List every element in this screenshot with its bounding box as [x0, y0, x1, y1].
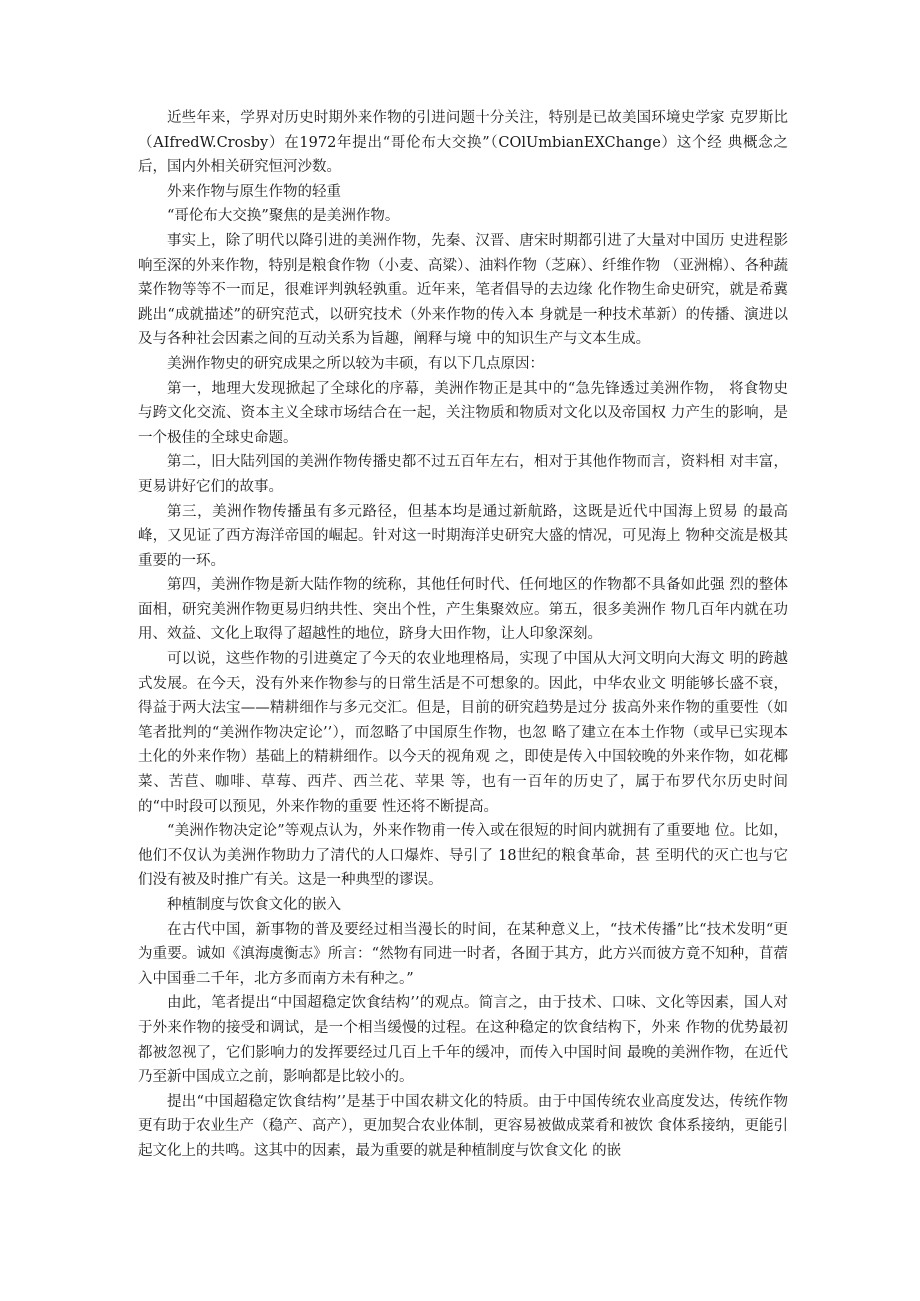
section-heading-1: 外来作物与原生作物的轻重 [167, 183, 341, 200]
paragraph: 第二，旧大陆列国的美洲作物传播史都不过五百年左右，相对于其他作物而言，资料相 对丰富，更易讲好它们的故事。 [138, 454, 788, 495]
paragraph: 可以说，这些作物的引进奠定了今天的农业地理格局，实现了中国从大河文明向大海文 明的跨越式发展。在今天，没有外来作物参与的日常生活是不可想象的。因此，中华农业文 明能够长盛不衰，得益于两大法宝——精耕细作与多元交汇。但是，目前的研究趋势是过分 拔高外来作物的重要性（如笔者批判的“美洲作物决定论’’），而忽略了中国原生作物，也忽 略了建立在本土作物（或早已实现本土化的外来作物）基础上的精耕细作。以今天的视角观 之，即使是传入中国较晚的外来作物，如花椰菜、苦苣、咖啡、草莓、西芹、西兰花、苹果 等，也有一百年的历史了，属于布罗代尔历史时间的“中时段可以预见，外来作物的重要 性还将不断提高。 [138, 651, 788, 815]
paragraph: 由此，笔者提出“中国超稳定饮食结构’’的观点。简言之，由于技术、口味、文化等因素，国人对于外来作物的接受和调试，是一个相当缓慢的过程。在这种稳定的饮食结构下，外来 作物的优势最初都被忽视了，它们影响力的发挥要经过几百上千年的缓冲，而传入中国时间 最晚的美洲作物，在近代乃至新中国成立之前，影响都是比较小的。 [138, 995, 788, 1086]
paragraph: 第三，美洲作物传播虽有多元路径，但基本均是通过新航路，这既是近代中国海上贸易 的最高峰，又见证了西方海洋帝国的崛起。针对这一时期海洋史研究大盛的情况，可见海上 物种交流是极其重要的一环。 [138, 503, 788, 569]
paragraph: “美洲作物决定论”等观点认为，外来作物甫一传入或在很短的时间内就拥有了重要地 位。比如，他们不仅认为美洲作物助力了清代的人口爆炸、导引了 18世纪的粮食革命，甚 至明代的灭亡也与它们没有被及时推广有关。这是一种典型的谬误。 [138, 823, 788, 889]
paragraph: “哥伦布大交换”聚焦的是美洲作物。 [167, 208, 400, 225]
paragraph: 事实上，除了明代以降引进的美洲作物，先秦、汉晋、唐宋时期都引进了大量对中国历 史进程影响至深的外来作物，特别是粮食作物（小麦、高粱）、油料作物（芝麻）、纤维作物 （亚洲棉）、各种蔬菜作物等等不一而足，很难评判孰轻孰重。近年来，笔者倡导的去边缘 化作物生命史研究，就是希冀跳出“成就描述”的研究范式，以研究技术（外来作物的传入本 身就是一种技术革新）的传播、演进以及与各种社会因素之间的互动关系为旨趣，阐释与境 中的知识生产与文本生成。 [138, 232, 788, 348]
paragraph-intro: 近些年来，学界对历史时期外来作物的引进问题十分关注，特别是已故美国环境史学家 克罗斯比（AIfredW.Crosby）在1972年提出“哥伦布大交换”（COlUmbianEXChange）这个经 典概念之后，国内外相关研究恒河沙数。 [138, 110, 788, 176]
document-page [138, 106, 788, 1164]
paragraph: 第四，美洲作物是新大陆作物的统称，其他任何时代、任何地区的作物都不具备如此强 烈的整体面相，研究美洲作物更易归纳共性、突出个性，产生集聚效应。第五，很多美洲作 物几百年内就在功用、效益、文化上取得了超越性的地位，跻身大田作物，让人印象深刻。 [138, 577, 788, 643]
paragraph: 第一，地理大发现掀起了全球化的序幕，美洲作物正是其中的“急先锋透过美洲作物， 将食物史与跨文化交流、资本主义全球市场结合在一起，关注物质和物质对文化以及帝国权 力产生的影响，是一个极佳的全球史命题。 [138, 380, 788, 446]
paragraph: 美洲作物史的研究成果之所以较为丰硕，有以下几点原因： [167, 355, 544, 372]
section-heading-2: 种植制度与饮食文化的嵌入 [167, 897, 341, 913]
paragraph: 提出“中国超稳定饮食结构’’是基于中国农耕文化的特质。由于中国传统农业高度发达，传统作物更有助于农业生产（稳产、高产），更加契合农业体制，更容易被做成菜肴和被饮 食体系接纳，更能引起文化上的共鸣。这其中的因素，最为重要的就是种植制度与饮食文化 的嵌 [138, 1093, 788, 1159]
paragraph: 在古代中国，新事物的普及要经过相当漫长的时间，在某种意义上，“技术传播”比“技术发明“更为重要。诚如《滇海虞衡志》所言：“然物有同进一时者，各囿于其方，此方兴而彼方竟不知种，苜蓿入中国垂二千年，北方多而南方未有种之。” [138, 921, 788, 987]
